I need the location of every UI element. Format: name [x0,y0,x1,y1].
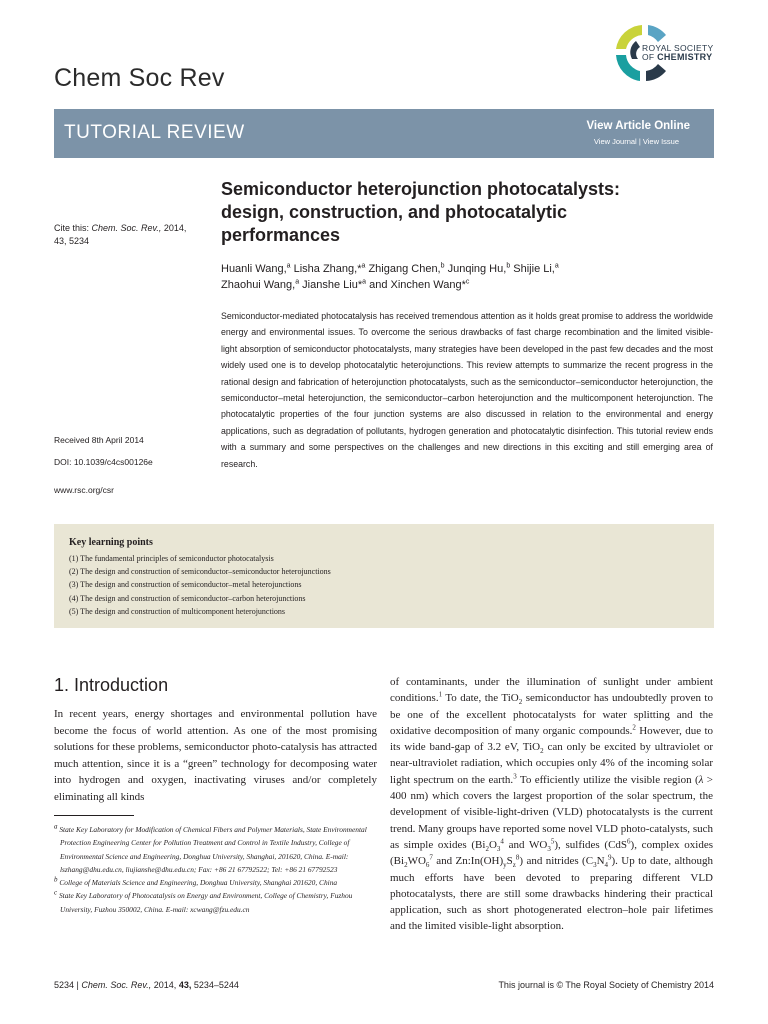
author[interactable]: Lisha Zhang,* [293,263,362,275]
journal-title: Chem Soc Rev [54,64,225,92]
reference-link[interactable]: 3 [513,772,517,781]
article-title: Semiconductor heterojunction photocatalysts: design, construction, and photocatalytic performances [221,179,621,245]
list-item: (1) The fundamental principles of semiconductor photocatalysis [69,554,274,563]
abstract: Semiconductor-mediated photocatalysis has received tremendous attention as it holds great promise to address the worldwide energy and environmental issues. To overcome the serious drawbacks of fast charge recombination and the limited visible-light absorption of semiconductor photocatalysts, many strategies have been developed in the past few decades and the most widely used one is to develop photocatalytic heterojunctions. This review attempts to summarize the recent progress in the rational design and fabrication of heterojunction photocatalysts, such as the semiconductor–semiconductor heterojunction, the semiconductor–metal heterojunction, the semiconductor–carbon heterojunction and the multicomponent heterojunction. The photocatalytic properties of the four junction systems are also discussed in relation to the environmental and energy applications, such as degradation of pollutants, hydrogen generation and photocatalytic disinfection. This tutorial review ends with a summary and some perspectives on the challenges and new directions in this exciting and still emerging area of research. [221,311,713,469]
key-learning-heading: Key learning points [69,537,153,548]
affiliation-footnotes [54,823,377,916]
citation: Cite this: Chem. Soc. Rev., 2014, 43, 5234 [54,223,187,246]
key-learning-points-box [54,524,714,628]
body-paragraph-col2: of contaminants, under the illumination of sunlight under ambient conditions.$^1$ To date, the TiO$_2$ semiconductor has undoubtedly proven to be one of the excellent photocatalysts for water splitting and the oxidative decomposition of many organic compounds.$^2$ However, due to its wide band-gap of 3.2 eV, TiO$_2$ can only be excited by ultraviolet or near-ultraviolet radiation, which occupies only 4% of the incoming solar light spectrum on the earth.$^3$ To efficiently utilize the visible region (λ > 400 nm) which covers the largest proportion of the solar spectrum, the development of visible-light-driven (VLD) photocatalysts is the current trend. Many groups have reported some novel VLD photo-catalysts, such as simple oxides ($Bi_2O_3^4$ and $WO_3^5$), sulfides (CdS$^6$), complex oxides ($Bi_2WO_6^7$ and $Zn:In(OH)_yS_z^8$) and nitrides $(C_3N_4^9)$. Up to date, although much efforts have been devoted to preparing different VLD photocatalysts, there are still some drawbacks hindering their practical application, such as short photogenerated electron–hole pair lifetimes and the limited visible-light absorption. [390,676,713,933]
logo-text: ROYAL SOCIETY OF CHEMISTRY [642,43,714,62]
list-item: (5) The design and construction of multicomponent heterojunctions [69,606,286,616]
footnote-divider [54,815,134,816]
list-item: (3) The design and construction of semiconductor–metal heterojunctions [69,580,302,590]
author[interactable]: Junqing Hu, [447,263,507,275]
copyright-notice: This journal is © The Royal Society of Chemistry 2014 [498,980,714,990]
reference-link[interactable]: 7 [429,853,433,862]
page-number: 5234 [54,980,75,990]
author[interactable]: Huanli Wang, [221,263,287,275]
doi[interactable]: DOI: 10.1039/c4cs00126e [54,457,153,467]
footnote: $^c$ State Key Laboratory of Photocatalysis on Energy and Environment, College of Chemistry, Fuzhou University, Fuzhou 350002, China. E-mail: xcwang@fzu.edu.cn [54,889,353,914]
reference-link[interactable]: 9 [608,853,612,862]
view-article-online-link[interactable]: View Article Online [586,120,690,132]
key-learning-list [69,552,331,618]
author[interactable]: Xinchen Wang* [390,279,466,291]
reference-link[interactable]: 5 [550,837,555,846]
author[interactable]: Zhaohui Wang, [221,279,296,291]
section-heading: 1. Introduction [54,675,169,695]
author[interactable]: Zhigang Chen, [368,263,441,275]
journal-website-link[interactable]: www.rsc.org/csr [54,485,114,495]
view-journal-link[interactable]: View Journal [593,137,637,146]
view-issue-link[interactable]: View Issue [642,137,679,146]
received-date: Received 8th April 2014 [54,435,144,445]
reference-link[interactable]: 4 [500,837,504,846]
body-paragraph: In recent years, energy shortages and environmental pollution have become the focus of world attention. As one of the most promising solutions for these problems, semiconductor photo-catalysis has attracted much attention, since it is a “green” technology for decomposing water into hydrogen and oxygen, inactivating viruses and/or completely eliminating all kinds [54,708,377,803]
author-list: Huanli Wang,$^a$ Lisha Zhang,*$^a$ Zhigang Chen,$^b$ Junqing Hu,$^b$ Shijie Li,$^a$ Zhaohui Wang,$^a$ Jianshe Liu*$^a$ and Xinchen Wang*$^c$ [221,262,559,291]
author[interactable]: Jianshe Liu* [302,279,363,291]
list-item: (4) The design and construction of semiconductor–carbon heterojunctions [69,593,306,603]
footnote: $^b$ College of Materials Science and Engineering, Donghua University, Shanghai 201620, China [54,875,338,888]
section-label: TUTORIAL REVIEW [64,122,245,143]
reference-link[interactable]: 2 [632,723,636,732]
author[interactable]: Shijie Li, [513,263,555,275]
reference-link[interactable]: 8 [515,853,520,862]
page-footer-citation: 5234 | Chem. Soc. Rev., 2014, 43, 5234–5244 [54,980,239,990]
link-separator: | [638,137,641,146]
banner-sublinks [594,137,679,146]
list-item: (2) The design and construction of semiconductor–semiconductor heterojunctions [69,567,331,577]
section-banner [54,109,714,158]
footnote: $^a$ State Key Laboratory for Modification of Chemical Fibers and Polymer Materials, State Environmental Protection Engineering Center for Pollution Treatment and Control in Textile Industry, College of Environmental Science and Engineering, Donghua University, Shanghai, 201620, China. E-mail: lszhang@dhu.edu.cn, liujianshe@dhu.edu.cn; Fax: +86 21 67792522; Tel: +86 21 67792523 [54,822,367,874]
reference-link[interactable]: 1 [438,690,443,699]
reference-link[interactable]: 6 [627,837,631,846]
